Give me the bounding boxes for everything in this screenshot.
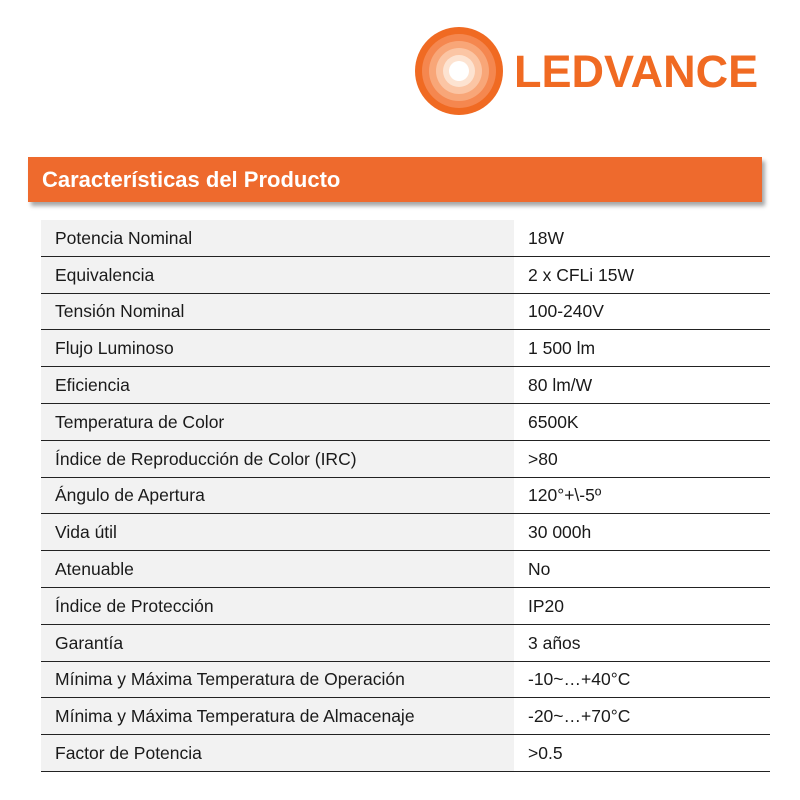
spec-label: Equivalencia [41, 257, 514, 294]
spec-label: Vida útil [41, 514, 514, 551]
spec-row [41, 257, 770, 294]
spec-label: Tensión Nominal [41, 294, 514, 331]
spec-value: >80 [528, 448, 558, 469]
section-title-bar [28, 157, 762, 202]
spec-label: Potencia Nominal [41, 220, 514, 257]
spec-label: Índice de Protección [41, 588, 514, 625]
spec-row [41, 588, 770, 625]
spec-row [41, 735, 770, 772]
spec-row [41, 551, 770, 588]
spec-label: Atenuable [41, 551, 514, 588]
brand-wordmark: LEDVANCE [514, 45, 759, 97]
spec-label: Flujo Luminoso [41, 330, 514, 367]
spec-value: 18W [528, 227, 564, 248]
spec-label: Mínima y Máxima Temperatura de Operación [41, 662, 514, 699]
spec-row [41, 404, 770, 441]
spec-row [41, 625, 770, 662]
section-title: Características del Producto [42, 166, 341, 192]
spec-row [41, 330, 770, 367]
spec-row [41, 220, 770, 257]
spec-label: Garantía [41, 625, 514, 662]
spec-label: Temperatura de Color [41, 404, 514, 441]
spec-label: Mínima y Máxima Temperatura de Almacenaje [41, 698, 514, 735]
spec-label: Eficiencia [41, 367, 514, 404]
spec-row [41, 514, 770, 551]
spec-row [41, 367, 770, 404]
spec-table [41, 220, 770, 772]
spec-row [41, 662, 770, 699]
ledvance-logo [414, 26, 758, 116]
spec-value: 3 años [528, 632, 581, 653]
spec-row [41, 478, 770, 515]
spec-label: Índice de Reproducción de Color (IRC) [41, 441, 514, 478]
spec-value: -10~…+40°C [528, 669, 631, 690]
spec-value: 1 500 lm [528, 338, 596, 359]
spec-value: 120°+\-5º [528, 485, 602, 506]
spec-value: 80 lm/W [528, 375, 593, 396]
spec-label: Ángulo de Apertura [41, 478, 514, 515]
spec-value: No [528, 559, 551, 580]
spec-row [41, 441, 770, 478]
spec-value: IP20 [528, 595, 564, 616]
spec-label: Factor de Potencia [41, 735, 514, 772]
spec-value: -20~…+70°C [528, 706, 631, 727]
spec-row [41, 294, 770, 331]
spec-value: 100-240V [528, 301, 604, 322]
spec-value: 30 000h [528, 522, 592, 543]
spec-value: 6500K [528, 411, 579, 432]
concentric-circles-logo-icon [414, 26, 504, 116]
spec-value: 2 x CFLi 15W [528, 264, 634, 285]
spec-value: >0.5 [528, 743, 563, 764]
spec-row [41, 698, 770, 735]
